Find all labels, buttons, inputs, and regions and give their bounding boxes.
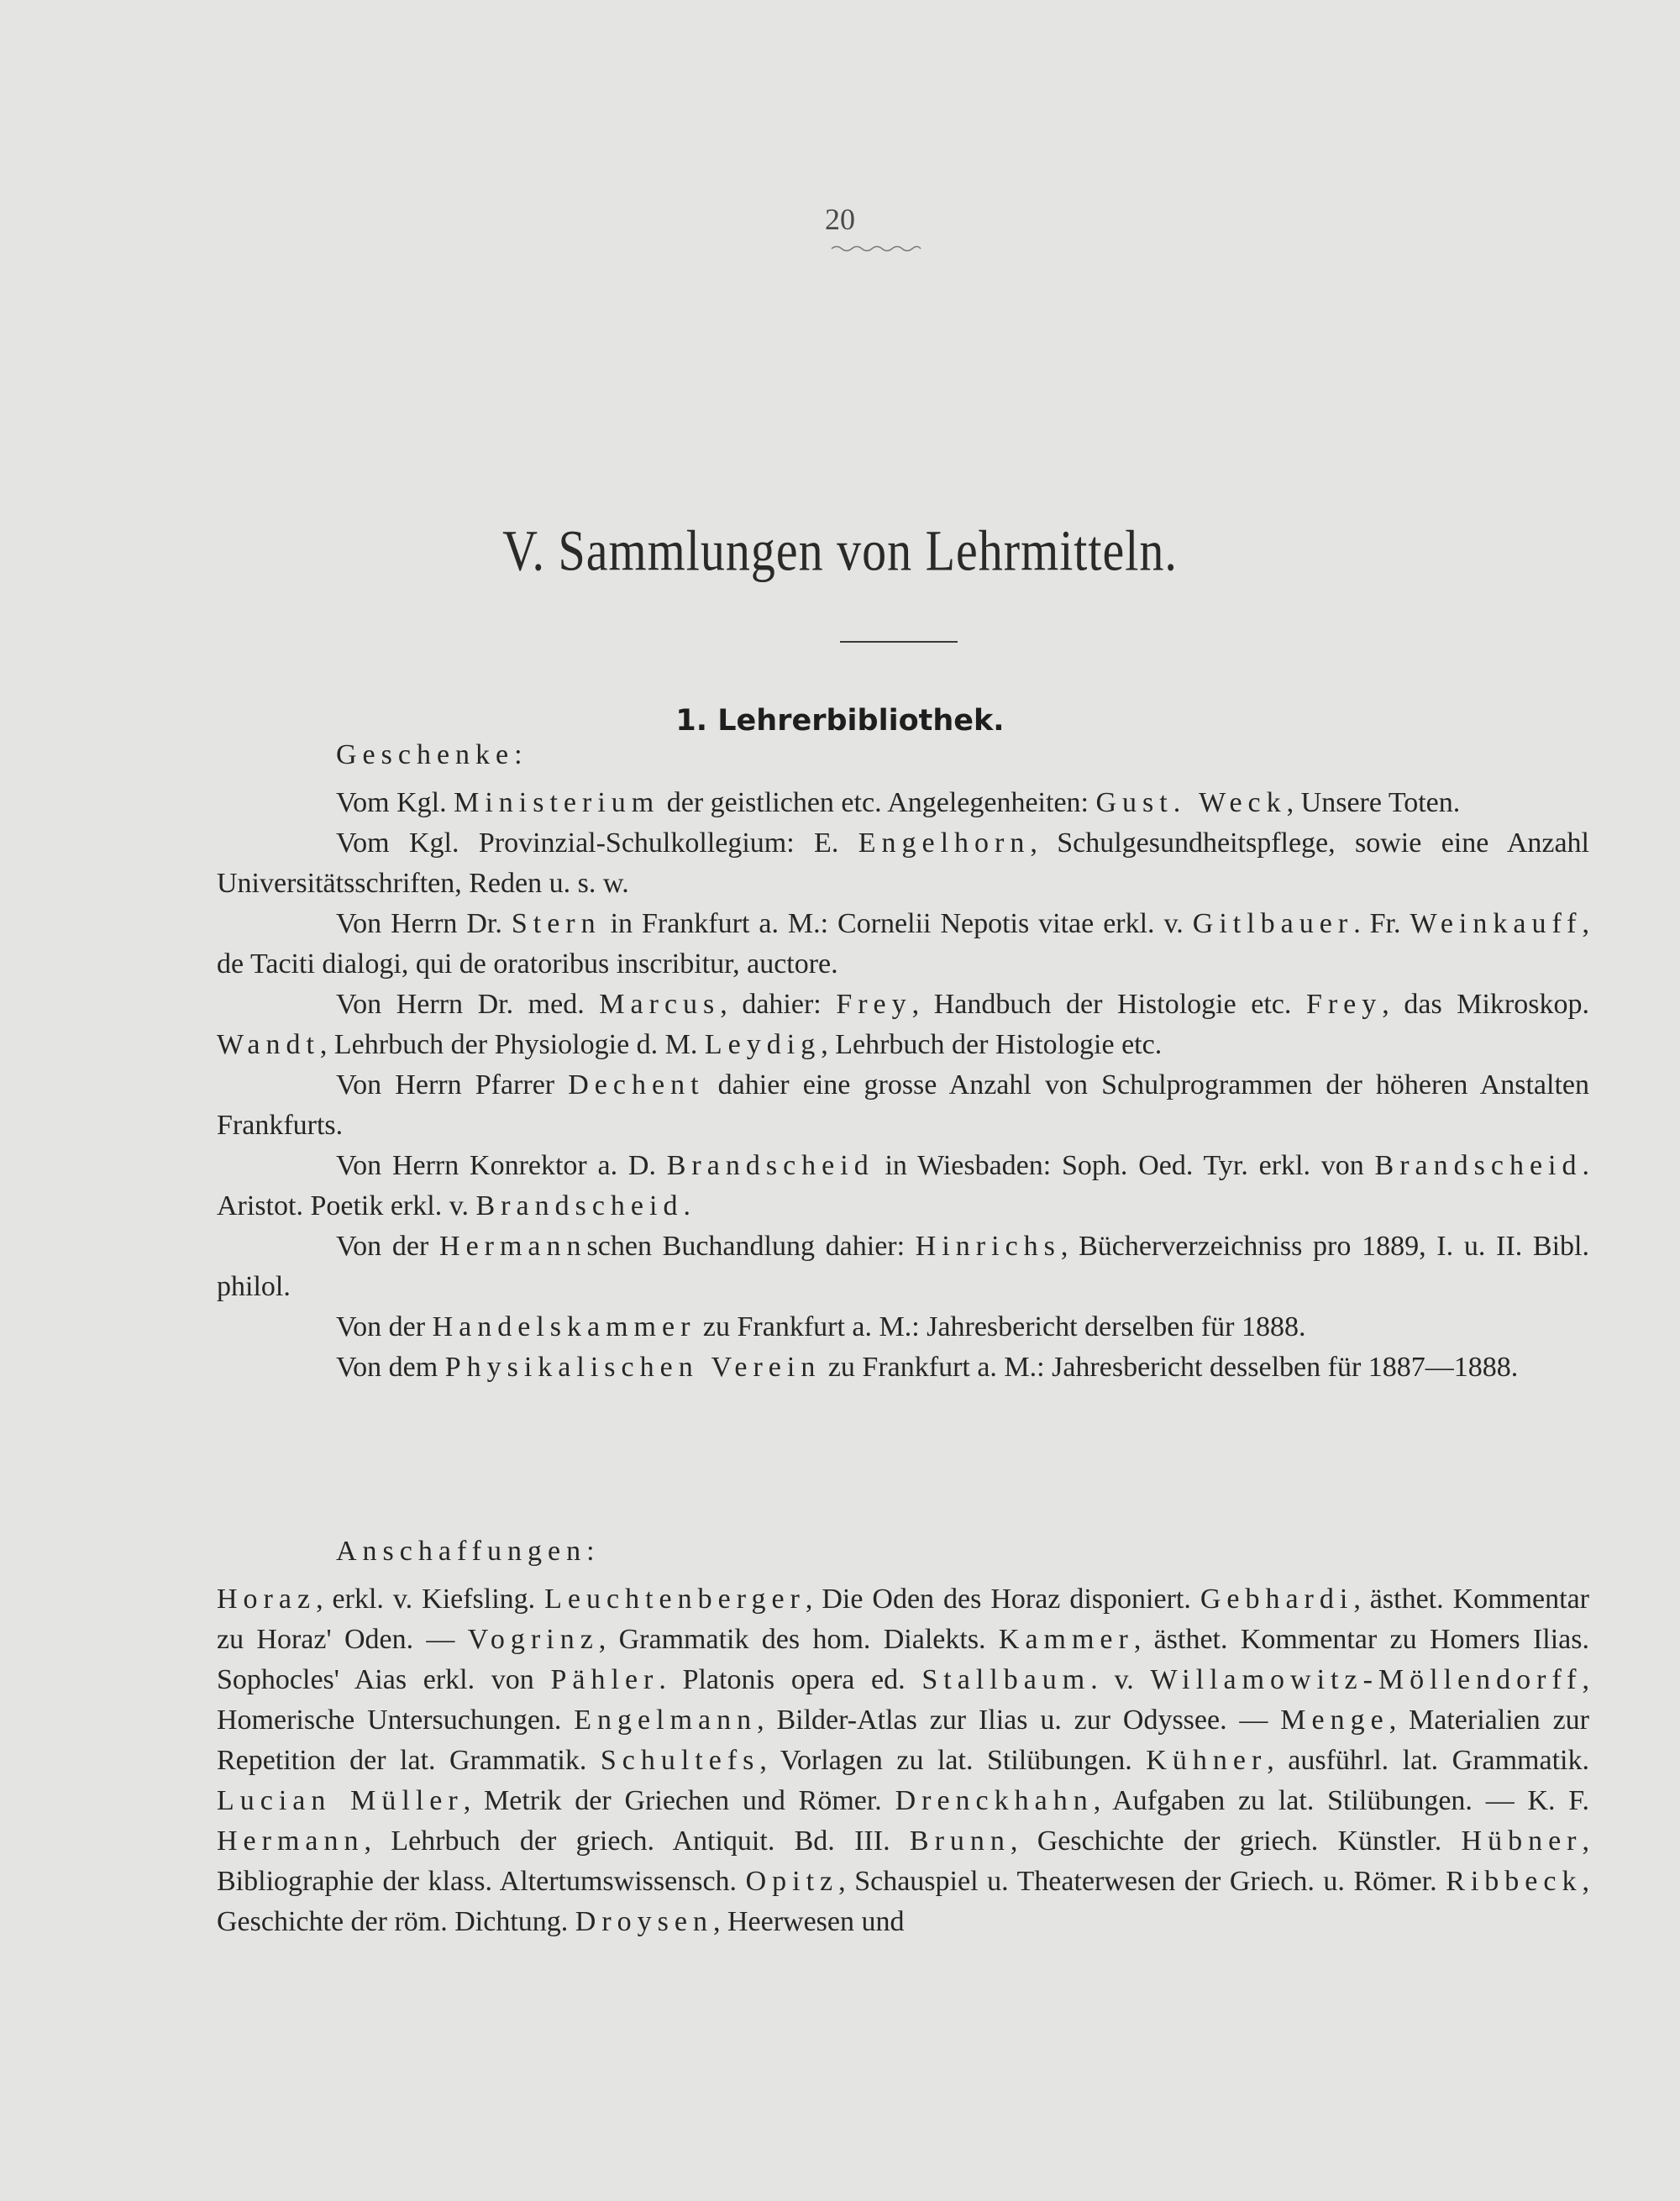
donations-list <box>217 783 1589 1388</box>
donation-entry: Von Herrn Dr. med. Marcus, dahier: Frey, Handbuch der Histologie etc. Frey, das Mikroskop. Wandt, Lehrbuch der Physiologie d. M. Leydig, Lehrbuch der Histologie etc. <box>217 989 1589 1060</box>
donation-entry: Von der Hermannschen Buchandlung dahier: Hinrichs, Bücherverzeichniss pro 1889, I. u. II. Bibl. philol. <box>217 1231 1589 1302</box>
page-number: 20 <box>825 202 855 236</box>
acquisitions-paragraph: Horaz, erkl. v. Kiefsling. Leuchtenberger, Die Oden des Horaz disponiert. Gebhardi, ästhet. Kommentar zu Horaz' Oden. — Vogrinz, Grammatik des hom. Dialekts. Kammer, ästhet. Kommentar zu Homers Ilias. Sophocles' Aias erkl. von Pähler. Platonis opera ed. Stallbaum. v. Willamowitz-Möllendorff, Homerische Untersuchungen. Engelmann, Bilder-Atlas zur Ilias u. zur Odyssee. — Menge, Materialien zur Repetition der lat. Grammatik. Schultefs, Vorlagen zu lat. Stilübungen. Kühner, ausführl. lat. Grammatik. Lucian Müller, Metrik der Griechen und Römer. Drenckhahn, Aufgaben zu lat. Stilübungen. — K. F. Hermann, Lehrbuch der griech. Antiquit. Bd. III. Brunn, Geschichte der griech. Künstler. Hübner, Bibliographie der klass. Altertumswissensch. Opitz, Schauspiel u. Theaterwesen der Griech. u. Römer. Ribbeck, Geschichte der röm. Dichtung. Droysen, Heerwesen und <box>217 1584 1589 1937</box>
section-label-anschaffungen: Anschaffungen: <box>336 1536 601 1567</box>
donation-entry: Vom Kgl. Provinzial-Schulkollegium: E. Engelhorn, Schulgesundheitspflege, sowie eine Anzahl Universitätsschriften, Reden u. s. w. <box>217 827 1589 899</box>
section-label-geschenke: Geschenke: <box>336 739 528 770</box>
donation-entry: Vom Kgl. Ministerium der geistlichen etc. Angelegenheiten: Gust. Weck, Unsere Toten. <box>336 787 1461 818</box>
donation-entry: Von der Handelskammer zu Frankfurt a. M.: Jahresbericht derselben für 1888. <box>336 1311 1306 1342</box>
donation-entry: Von Herrn Konrektor a. D. Brandscheid in Wiesbaden: Soph. Oed. Tyr. erkl. von Brandscheid. Aristot. Poetik erkl. v. Brandscheid. <box>217 1150 1589 1221</box>
donation-entry: Von Herrn Pfarrer Dechent dahier eine grosse Anzahl von Schulprogrammen der höheren Anstalten Frankfurts. <box>217 1069 1589 1141</box>
donation-entry: Von Herrn Dr. Stern in Frankfurt a. M.: Cornelii Nepotis vitae erkl. v. Gitlbauer. Fr. Weinkauff, de Taciti dialogi, qui de oratoribus inscribitur, auctore. <box>217 908 1589 980</box>
donation-entry: Von dem Physikalischen Verein zu Frankfurt a. M.: Jahresbericht desselben für 1887—1888. <box>336 1352 1519 1383</box>
page-number-ornament <box>830 244 922 254</box>
section-heading: 1. Lehrerbibliothek. <box>675 704 1005 738</box>
page-title: V. Sammlungen von Lehrmitteln. <box>502 518 1178 583</box>
title-divider <box>840 641 958 643</box>
